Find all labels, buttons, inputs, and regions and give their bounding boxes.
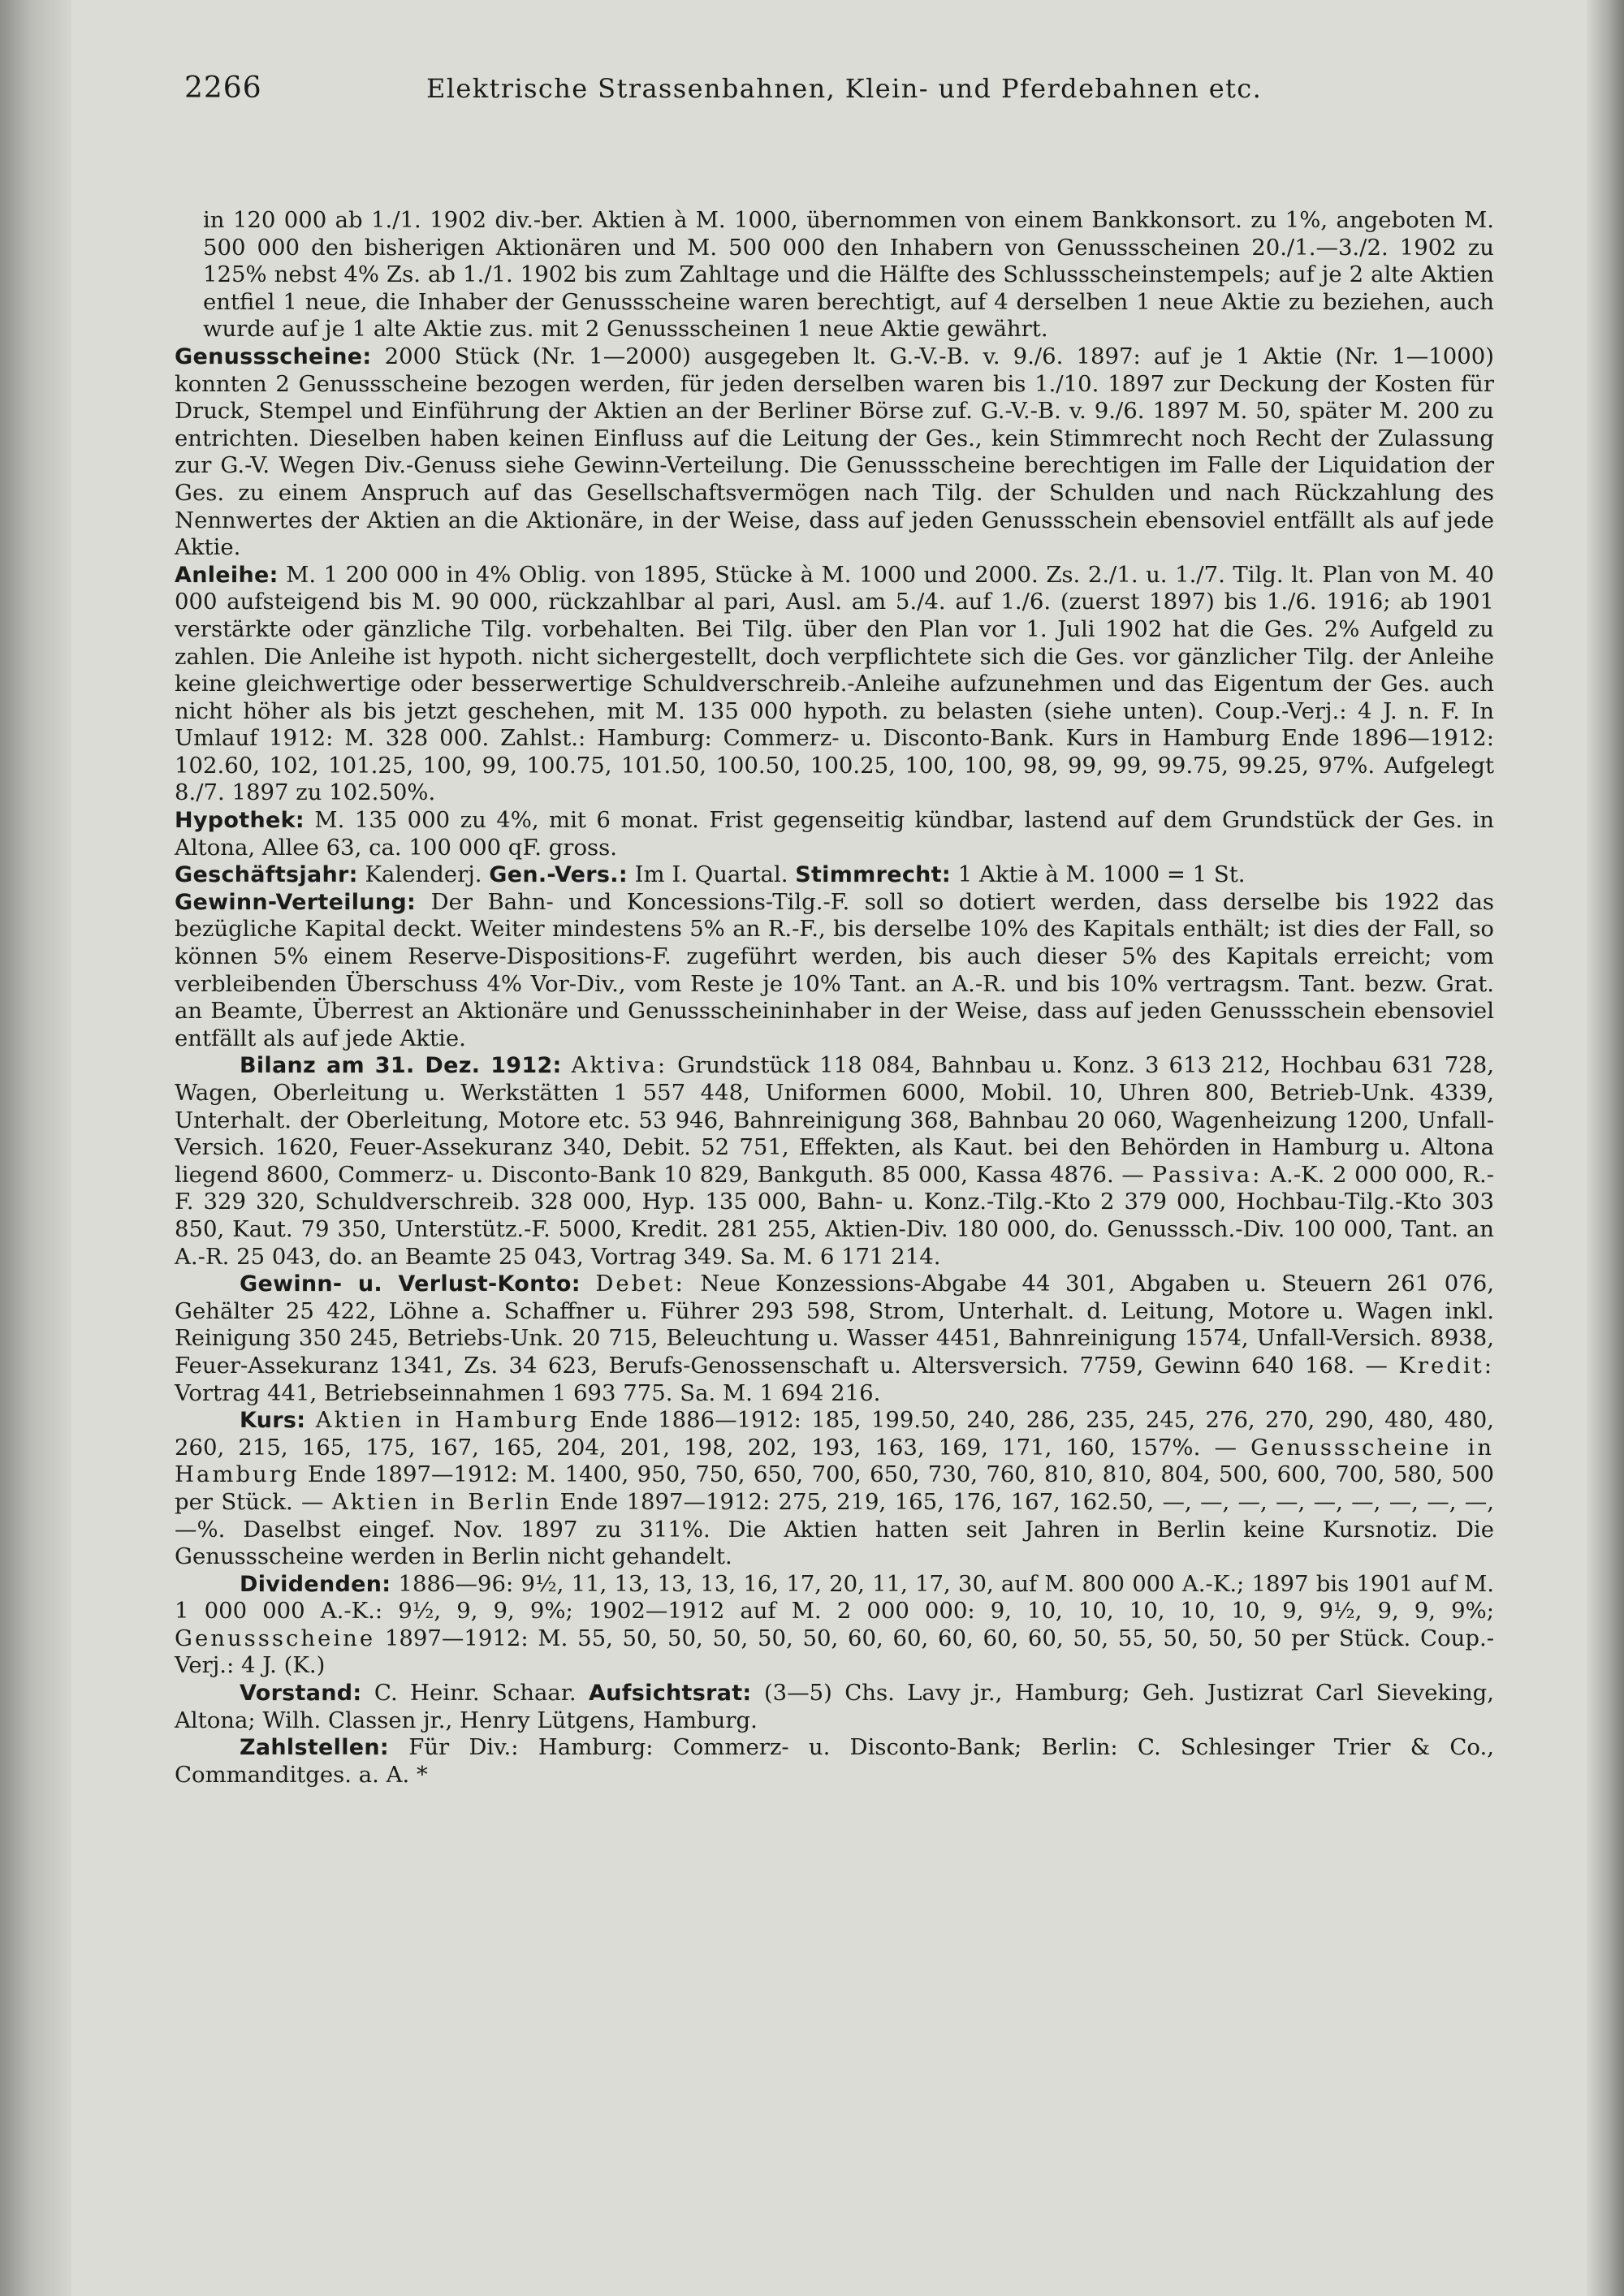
- kurs-genuss-hamburg-label: Genussscheine in Hamburg: [175, 1434, 1494, 1488]
- zahlstellen-text: Für Div.: Hamburg: Commerz- u. Disconto-Bank; Berlin: C. Schlesinger Trier & Co., Commanditges. a. A. *: [175, 1734, 1494, 1788]
- gewinnverteilung-text: Der Bahn- und Koncessions-Tilg.-F. soll so dotiert werden, dass derselbe bis 1922 das bezügliche Kapital deckt. Weiter mindestens 5% an R.-F., bis derselbe 10% des Kapitals enthält; ist dies der Fall, so können 5% einem Reserve-Dispositions-F. zugeführt werden, bis auch dieser 5% des Kapitals erreicht; vom verbleibenden Überschuss 4% Vor-Div., vom Reste je 10% Tant. an A.-R. und bis 10% vertragsm. Tant. bezw. Grat. an Beamte, Überrest an Aktionäre und Genussscheininhaber in der Weise, dass auf jeden Genussschein ebensoviel entfällt als auf jede Aktie.: [175, 888, 1494, 1051]
- section-zahlstellen: [175, 1734, 1494, 1789]
- document-page: [175, 65, 1494, 1789]
- vorstand-label: Vorstand:: [240, 1681, 362, 1707]
- passiva-label: Passiva:: [1151, 1161, 1263, 1188]
- page-header: [175, 65, 1494, 122]
- aktiva-text: Grundstück 118 084, Bahnbau u. Konz. 3 613 212, Hochbau 631 728, Wagen, Oberleitung u. Werkstätten 1 557 448, Uniformen 6000, Mobil. 10, Uhren 800, Betrieb-Unk. 4339, Unterhalt. der Oberleitung, Motore etc. 53 946, Bahnreinigung 368, Bahnbau 20 060, Wagenheizung 1200, Unfall-Versich. 1620, Feuer-Assekuranz 340, Debit. 52 751, Effekten, als Kaut. bei den Behörden in Hamburg u. Altona liegend 8600, Commerz- u. Disconto-Bank 10 829, Bankguth. 85 000, Kassa 4876. —: [175, 1052, 1494, 1188]
- section-gewinnverteilung: [175, 889, 1494, 1053]
- genvers-text: Im I. Quartal.: [634, 861, 788, 888]
- section-guv: [175, 1271, 1494, 1407]
- vorstand-text: C. Heinr. Schaar.: [374, 1680, 577, 1707]
- running-title: Elektrische Strassenbahnen, Klein- und Pferdebahnen etc.: [426, 73, 1263, 104]
- aktiva-label: Aktiva:: [571, 1052, 668, 1079]
- intro-paragraph: in 120 000 ab 1./1. 1902 div.-ber. Aktien à M. 1000, übernommen von einem Bankkonsort. zu 1%, angeboten M. 500 000 den bisherigen Aktionären und M. 500 000 den Inhabern von Genussscheinen 20./1.—3./2. 1902 zu 125% nebst 4% Zs. ab 1./1. 1902 bis zum Zahltage und die Hälfte des Schlussscheinstempels; auf je 2 alte Aktien entfiel 1 neue, die Inhaber der Genussscheine waren berechtigt, auf 4 derselben 1 neue Aktie zu beziehen, auch wurde auf je 1 alte Aktie zus. mit 2 Genussscheinen 1 neue Aktie gewährt.: [203, 207, 1494, 343]
- dividenden-text-2: 1897—1912: M. 55, 50, 50, 50, 50, 50, 60, 60, 60, 60, 60, 50, 55, 50, 50, 50 per Stück. Coup.-Verj.: 4 J. (K.): [175, 1625, 1494, 1679]
- gewinnverteilung-label: Gewinn-Verteilung:: [175, 889, 417, 915]
- anleihe-text: M. 1 200 000 in 4% Oblig. von 1895, Stücke à M. 1000 und 2000. Zs. 2./1. u. 1./7. Tilg. lt. Plan von M. 40 000 aufsteigend bis M. 90 000, rückzahlbar al pari, Ausl. am 5./4. auf 1./6. (zuerst 1897) bis 1./6. 1916; ab 1901 verstärkte oder gänzliche Tilg. vorbehalten. Bei Tilg. über den Plan vor 1. Juli 1902 hat die Ges. 2% Aufgeld zu zahlen. Die Anleihe ist hypoth. nicht sichergestellt, doch verpflichtete sich die Ges. vor gänzlicher Tilg. der Anleihe keine gleichwertige oder besserwertige Schuldverschreib.-Anleihe aufzunehmen und das Eigentum der Ges. auch nicht höher als bis jetzt geschehen, mit M. 135 000 hypoth. zu belasten (siehe unten). Coup.-Verj.: 4 J. n. F. In Umlauf 1912: M. 328 000. Zahlst.: Hamburg: Commerz- u. Disconto-Bank. Kurs in Hamburg Ende 1896—1912: 102.60, 102, 101.25, 100, 99, 100.75, 101.50, 100.50, 100.25, 100, 100, 98, 99, 99, 99.75, 99.25, 97%. Aufgelegt 8./7. 1897 zu 102.50%.: [175, 561, 1494, 806]
- kredit-label: Kredit:: [1398, 1352, 1494, 1379]
- hypothek-label: Hypothek:: [175, 808, 304, 834]
- stimmrecht-text: 1 Aktie à M. 1000 = 1 St.: [957, 861, 1246, 888]
- bilanz-label: Bilanz am 31. Dez. 1912:: [240, 1053, 562, 1079]
- kurs-aktien-hamburg-label: Aktien in Hamburg: [315, 1407, 580, 1434]
- page-left-shadow: [0, 0, 71, 2296]
- section-kurs: [175, 1407, 1494, 1571]
- debet-text: Neue Konzessions-Abgabe 44 301, Abgaben u. Steuern 261 076, Gehälter 25 422, Löhne a. Schaffner u. Führer 293 598, Strom, Unterhalt. d. Leitung, Motore u. Wagen inkl. Reinigung 350 245, Betriebs-Unk. 20 715, Beleuchtung u. Wasser 4451, Bahnreinigung 1574, Unfall-Versich. 8938, Feuer-Assekuranz 1341, Zs. 34 623, Berufs-Genossenschaft u. Altersversich. 7759, Gewinn 640 168. —: [175, 1271, 1495, 1379]
- section-bilanz: [175, 1052, 1494, 1271]
- kurs-genuss-hamburg-text: Ende 1897—1912: M. 1400, 950, 750, 650, 700, 650, 730, 760, 810, 810, 804, 500, 600, 700, 580, 500 per Stück. —: [175, 1461, 1494, 1515]
- kurs-aktien-berlin-label: Aktien in Berlin: [331, 1488, 552, 1515]
- guv-label: Gewinn- u. Verlust-Konto:: [240, 1271, 581, 1297]
- section-geschaeftsjahr: [175, 861, 1494, 889]
- page-right-edge: [1587, 0, 1624, 2296]
- section-vorstand: [175, 1680, 1494, 1734]
- body-text: [175, 207, 1494, 1789]
- genussscheine-label: Genussscheine:: [175, 343, 372, 369]
- section-anleihe: [175, 562, 1494, 807]
- geschaeftsjahr-text: Kalenderj.: [365, 861, 482, 888]
- genussscheine-text: 2000 Stück (Nr. 1—2000) ausgegeben lt. G.-V.-B. v. 9./6. 1897: auf je 1 Aktie (Nr. 1—1000) konnten 2 Genussscheine bezogen werden, für jeden derselben waren bis 1./10. 1897 zur Deckung der Kosten für Druck, Stempel und Einführung der Aktien an der Berliner Börse zuf. G.-V.-B. v. 9./6. 1897 M. 50, später M. 200 zu entrichten. Dieselben haben keinen Einfluss auf die Leitung der Ges., kein Stimmrecht noch Recht der Zulassung zur G.-V. Wegen Div.-Genuss siehe Gewinn-Verteilung. Die Genussscheine berechtigen im Falle der Liquidation der Ges. zu einem Anspruch auf das Gesellschaftsvermögen nach Tilg. der Schulden und nach Rückzahlung des Nennwertes der Aktien an die Aktionäre, in der Weise, dass auf jeden Genussschein ebensoviel entfällt als auf jede Aktie.: [175, 343, 1494, 561]
- genvers-label: Gen.-Vers.:: [489, 862, 628, 888]
- stimmrecht-label: Stimmrecht:: [795, 862, 951, 888]
- zahlstellen-label: Zahlstellen:: [240, 1735, 390, 1761]
- section-genussscheine: [175, 343, 1494, 562]
- dividenden-genuss-label: Genussscheine: [175, 1625, 376, 1651]
- kurs-label: Kurs:: [240, 1408, 306, 1434]
- section-dividenden: [175, 1571, 1494, 1680]
- passiva-text: A.-K. 2 000 000, R.-F. 329 320, Schuldverschreib. 328 000, Hyp. 135 000, Bahn- u. Konz.-Tilg.-Kto 2 379 000, Hochbau-Tilg.-Kto 303 850, Kaut. 79 350, Unterstütz.-F. 5000, Kredit. 281 255, Aktien-Div. 180 000, do. Genusssch.-Div. 100 000, Tant. an A.-R. 25 043, do. an Beamte 25 043, Vortrag 349. Sa. M. 6 171 214.: [175, 1161, 1494, 1270]
- aufsichtsrat-label: Aufsichtsrat:: [589, 1681, 752, 1707]
- debet-label: Debet:: [595, 1271, 685, 1297]
- section-hypothek: [175, 807, 1494, 861]
- dividenden-label: Dividenden:: [240, 1571, 391, 1597]
- kurs-aktien-hamburg-text: Ende 1886—1912: 185, 199.50, 240, 286, 235, 245, 276, 270, 290, 480, 480, 260, 215, 165, 175, 167, 165, 204, 201, 198, 202, 193, 163, 169, 171, 160, 157%. —: [175, 1407, 1494, 1461]
- page-number: 2266: [184, 71, 262, 105]
- geschaeftsjahr-label: Geschäftsjahr:: [175, 862, 358, 888]
- anleihe-label: Anleihe:: [175, 562, 279, 588]
- kurs-aktien-berlin-text: Ende 1897—1912: 275, 219, 165, 176, 167, 162.50, —, —, —, —, —, —, —, —, —, —%. Daselbst eingef. Nov. 1897 zu 311%. Die Aktien hatten seit Jahren in Berlin keine Kursnotiz. Die Genussscheine werden in Berlin nicht gehandelt.: [175, 1488, 1494, 1570]
- dividenden-text-1: 1886—96: 9½, 11, 13, 13, 13, 16, 17, 20, 11, 17, 30, auf M. 800 000 A.-K.; 1897 bis 1901 auf M. 1 000 000 A.-K.: 9½, 9, 9, 9%; 1902—1912 auf M. 2 000 000: 9, 10, 10, 10, 10, 10, 9, 9½, 9, 9, 9%;: [175, 1570, 1494, 1625]
- aufsichtsrat-text: (3—5) Chs. Lavy jr., Hamburg; Geh. Justizrat Carl Sieveking, Altona; Wilh. Classen jr., Henry Lütgens, Hamburg.: [175, 1680, 1494, 1733]
- kredit-text: Vortrag 441, Betriebseinnahmen 1 693 775. Sa. M. 1 694 216.: [175, 1379, 881, 1406]
- hypothek-text: M. 135 000 zu 4%, mit 6 monat. Frist gegenseitig kündbar, lastend auf dem Grundstück der Ges. in Altona, Allee 63, ca. 100 000 qF. gross.: [175, 807, 1495, 861]
